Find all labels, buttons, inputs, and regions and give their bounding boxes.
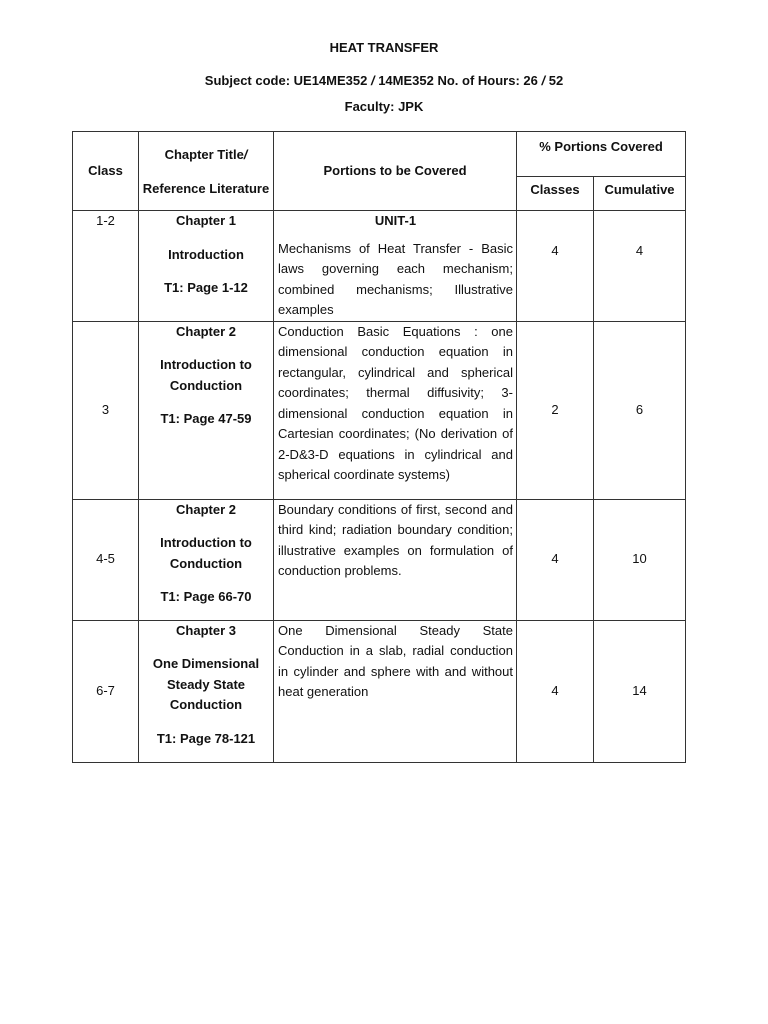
row-cumulative: 6: [594, 321, 686, 499]
table-row: [73, 499, 686, 620]
table-row: [73, 211, 686, 322]
header-classes: Classes: [517, 177, 594, 211]
unit-label: UNIT-1: [374, 213, 417, 228]
header-class: Class: [73, 132, 139, 211]
row-chapter: Chapter 3 One Dimensional Steady State Conduction T1: Page 78-121: [139, 620, 274, 762]
header-percent-covered: % Portions Covered: [517, 132, 686, 177]
header-chapter-title: Chapter Title/ Reference Literature: [139, 132, 274, 211]
row-chapter: Chapter 1 Introduction T1: Page 1-12: [139, 211, 274, 322]
table-row: [73, 620, 686, 762]
row-portions: UNIT-1 Mechanisms of Heat Transfer - Basic laws governing each mechanism; combined mechanisms; Illustrative examples: [274, 211, 517, 322]
header-portions: Portions to be Covered: [274, 132, 517, 211]
row-class: 4-5: [73, 499, 139, 620]
subject-code-line: Subject code: UE14ME352 / 14ME352 No. of Hours: 26 / 52: [204, 73, 564, 88]
row-cumulative: 14: [594, 620, 686, 762]
row-classes: 2: [517, 321, 594, 499]
row-cumulative: 10: [594, 499, 686, 620]
row-classes: 4: [517, 499, 594, 620]
row-class: 1-2: [73, 211, 139, 322]
document-title: HEAT TRANSFER: [329, 40, 439, 55]
row-portions: Boundary conditions of first, second and third kind; radiation boundary condition; illustrative examples on formulation of conduction problems.: [274, 499, 517, 620]
row-portions: Conduction Basic Equations : one dimensional conduction equation in rectangular, cylindrical and spherical coordinates; thermal diffusivity; 3-dimensional conduction equation in Cartesian coordinates; (No derivation of 2-D&3-D equations in cylindrical and spherical coordinate systems): [274, 321, 517, 499]
header-cumulative: Cumulative: [594, 177, 686, 211]
row-chapter: Chapter 2 Introduction to Conduction T1: Page 66-70: [139, 499, 274, 620]
row-cumulative: 4: [594, 211, 686, 322]
table-row: [73, 321, 686, 499]
row-classes: 4: [517, 620, 594, 762]
syllabus-table: [72, 131, 686, 763]
row-classes: 4: [517, 211, 594, 322]
faculty-line: Faculty: JPK: [344, 99, 424, 114]
row-chapter: Chapter 2 Introduction to Conduction T1: Page 47-59: [139, 321, 274, 499]
row-class: 6-7: [73, 620, 139, 762]
row-portions: One Dimensional Steady State Conduction in a slab, radial conduction in cylinder and sphere with and without heat generation: [274, 620, 517, 762]
row-class: 3: [73, 321, 139, 499]
